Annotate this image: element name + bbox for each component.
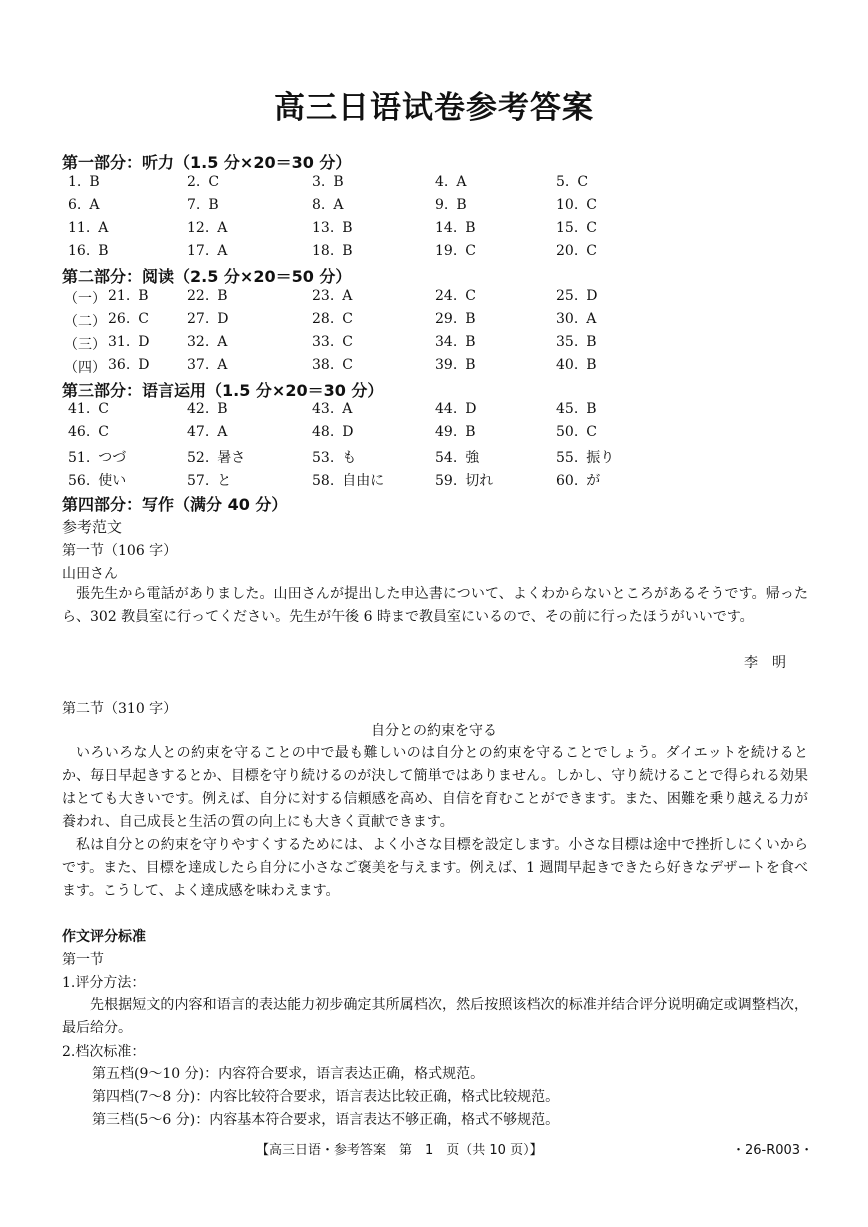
answer-value: B <box>217 401 228 417</box>
question-number: 36. <box>108 357 131 373</box>
question-number: 2. <box>187 174 201 190</box>
answer-item <box>108 288 149 304</box>
answer-value: も <box>342 450 357 466</box>
answer-value: C <box>586 243 597 259</box>
answer-value: C <box>342 357 353 373</box>
criteria-heading: 作文评分标准 <box>62 929 146 945</box>
answer-item <box>187 334 227 350</box>
answer-item <box>187 424 227 440</box>
question-number: 10. <box>556 197 579 213</box>
question-number: 28. <box>312 311 335 327</box>
essay-paragraph-2: 私は自分との約束を守りやすくするためには、よく小さな目標を設定します。小さな目標は途中で挫折しにくいからです。また、目標を達成したら自分に小さなご褒美を与えます。例えば、1 週間早起きできたら好きなデザートを食べます。こうして、よく達成感を味わえます。 <box>62 837 808 899</box>
answer-item <box>187 311 229 327</box>
answer-item <box>312 401 352 417</box>
question-number: 56. <box>68 473 91 489</box>
answer-row <box>0 401 868 423</box>
question-number: 29. <box>435 311 458 327</box>
answer-row <box>0 220 868 242</box>
question-number: 16. <box>68 243 91 259</box>
answer-item <box>435 220 476 236</box>
answer-item <box>312 424 354 440</box>
question-number: 14. <box>435 220 458 236</box>
answer-value: 振り <box>586 450 615 466</box>
letter-signature: 李 明 <box>744 655 786 671</box>
question-number: 46. <box>68 424 91 440</box>
answer-value: C <box>586 197 597 213</box>
answer-value: D <box>138 357 150 373</box>
answer-value: 自由に <box>342 473 385 489</box>
answer-value: B <box>138 288 149 304</box>
answer-value: B <box>217 288 228 304</box>
answer-row <box>0 424 868 446</box>
passage-label: （四） <box>64 360 106 376</box>
question-number: 42. <box>187 401 210 417</box>
question-number: 31. <box>108 334 131 350</box>
answer-item <box>435 174 466 190</box>
answer-value: B <box>208 197 219 213</box>
answer-item <box>68 401 109 417</box>
answer-value: C <box>586 220 597 236</box>
question-number: 37. <box>187 357 210 373</box>
question-number: 33. <box>312 334 335 350</box>
answer-value: C <box>138 311 149 327</box>
answer-item <box>187 197 219 213</box>
grade-item: 第三档(5～6 分)：内容基本符合要求，语言表达不够正确，格式不够规范。 <box>92 1112 560 1128</box>
answer-value: A <box>586 311 597 327</box>
question-number: 40. <box>556 357 579 373</box>
question-number: 44. <box>435 401 458 417</box>
answer-value: C <box>465 288 476 304</box>
criteria-section: 第一节 <box>62 952 104 968</box>
answer-value: D <box>138 334 150 350</box>
question-number: 50. <box>556 424 579 440</box>
answer-value: A <box>217 243 228 259</box>
question-number: 22. <box>187 288 210 304</box>
answer-item <box>68 220 108 236</box>
answer-item <box>556 174 588 190</box>
question-number: 53. <box>312 450 335 466</box>
answer-item <box>187 174 219 190</box>
answer-row <box>0 197 868 219</box>
question-number: 41. <box>68 401 91 417</box>
answer-item <box>435 288 476 304</box>
grades-label: 2.档次标准： <box>62 1044 146 1060</box>
question-number: 5. <box>556 174 570 190</box>
question-number: 9. <box>435 197 449 213</box>
answer-item <box>312 243 353 259</box>
passage-label: （一） <box>64 291 106 307</box>
answer-item <box>187 357 227 373</box>
question-number: 48. <box>312 424 335 440</box>
answer-item <box>68 447 126 467</box>
answer-value: B <box>465 220 476 236</box>
answer-value: B <box>342 220 353 236</box>
answer-item <box>556 220 597 236</box>
question-number: 21. <box>108 288 131 304</box>
answer-value: B <box>89 174 100 190</box>
question-number: 43. <box>312 401 335 417</box>
answer-value: B <box>456 197 467 213</box>
question-number: 57. <box>187 473 210 489</box>
page-footer: 【高三日语・参考答案 第 1 页（共 10 页）】 <box>256 1143 543 1158</box>
question-number: 20. <box>556 243 579 259</box>
answer-item <box>68 174 100 190</box>
answer-value: C <box>98 401 109 417</box>
answer-value: 使い <box>98 473 127 489</box>
question-number: 13. <box>312 220 335 236</box>
question-number: 1. <box>68 174 82 190</box>
answer-value: B <box>465 334 476 350</box>
question-number: 30. <box>556 311 579 327</box>
question-number: 8. <box>312 197 326 213</box>
answer-value: と <box>217 473 232 489</box>
answer-value: C <box>465 243 476 259</box>
answer-item <box>108 311 149 327</box>
answer-item <box>187 447 245 467</box>
answer-item <box>187 220 227 236</box>
question-number: 27. <box>187 311 210 327</box>
question-number: 15. <box>556 220 579 236</box>
question-number: 26. <box>108 311 131 327</box>
question-number: 39. <box>435 357 458 373</box>
question-number: 3. <box>312 174 326 190</box>
grade-item: 第五档(9～10 分)：内容符合要求，语言表达正确，格式规范。 <box>92 1066 485 1082</box>
answer-item <box>312 334 353 350</box>
question-number: 54. <box>435 450 458 466</box>
part1-heading: 第一部分：听力（1.5 分×20＝30 分） <box>62 153 352 172</box>
section1-label: 第一节（106 字） <box>62 543 178 559</box>
question-number: 45. <box>556 401 579 417</box>
question-number: 6. <box>68 197 82 213</box>
method-label: 1.评分方法： <box>62 975 146 991</box>
answer-item <box>556 447 614 467</box>
answer-item <box>556 357 597 373</box>
answer-item <box>435 470 493 490</box>
question-number: 58. <box>312 473 335 489</box>
answer-value: A <box>342 288 353 304</box>
part2-heading: 第二部分：阅读（2.5 分×20＝50 分） <box>62 267 352 286</box>
answer-item <box>68 470 126 490</box>
answer-value: A <box>217 357 228 373</box>
letter-body: 張先生から電話がありました。山田さんが提出した申込書について、よくわからないところがあるそうです。帰ったら、302 教員室に行ってください。先生が午後 6 時まで教員室にいるので、その前に行ったほうがいいです。 <box>62 586 808 625</box>
answer-item <box>187 470 231 490</box>
answer-item <box>312 197 343 213</box>
answer-item <box>187 401 228 417</box>
answer-value: C <box>342 311 353 327</box>
question-number: 23. <box>312 288 335 304</box>
answer-value: D <box>586 288 598 304</box>
passage-label: （二） <box>64 314 106 330</box>
question-number: 55. <box>556 450 579 466</box>
answer-item <box>68 197 99 213</box>
answer-value: A <box>333 197 344 213</box>
question-number: 11. <box>68 220 91 236</box>
answer-item <box>435 311 476 327</box>
answer-item <box>556 424 597 440</box>
question-number: 12. <box>187 220 210 236</box>
part3-heading: 第三部分：语言运用（1.5 分×20＝30 分） <box>62 381 384 400</box>
question-number: 19. <box>435 243 458 259</box>
answer-item <box>312 447 356 467</box>
method-text: 先根据短文的内容和语言的表达能力初步确定其所属档次，然后按照该档次的标准并结合评分说明确定或调整档次，最后给分。 <box>62 997 808 1036</box>
passage-label: （三） <box>64 337 106 353</box>
answer-item <box>556 470 600 490</box>
answer-value: B <box>98 243 109 259</box>
answer-item <box>312 174 344 190</box>
grade-item: 第四档(7～8 分)：内容比较符合要求，语言表达比较正确，格式比较规范。 <box>92 1089 560 1105</box>
question-number: 52. <box>187 450 210 466</box>
answer-row <box>0 334 868 356</box>
answer-value: A <box>456 174 467 190</box>
answer-item <box>312 470 384 490</box>
essay-paragraph-1: いろいろな人との約束を守ることの中で最も難しいのは自分との約束を守ることでしょう。ダイエットを続けるとか、毎日早起きするとか、目標を守り続けるのが決して簡単ではありません。しかし、守り続けることで得られる効果はとても大きいです。例えば、自分に対する信頼感を高め、自信を育むことができます。また、困難を乗り越える力が養われ、自己成長と生活の質の向上にも大きく貢献できます。 <box>62 745 808 830</box>
answer-value: B <box>465 357 476 373</box>
answer-value: つづ <box>98 450 127 466</box>
answer-value: B <box>342 243 353 259</box>
question-number: 35. <box>556 334 579 350</box>
part4-heading: 第四部分：写作（满分 40 分） <box>62 495 288 514</box>
question-number: 59. <box>435 473 458 489</box>
answer-row <box>0 357 868 379</box>
answer-item <box>556 334 597 350</box>
answer-row <box>0 311 868 333</box>
answer-value: A <box>217 424 228 440</box>
answer-item <box>312 220 353 236</box>
answer-row <box>0 470 868 492</box>
answer-row <box>0 174 868 196</box>
answer-value: C <box>342 334 353 350</box>
question-number: 38. <box>312 357 335 373</box>
section2-label: 第二节（310 字） <box>62 701 178 717</box>
answer-item <box>68 243 109 259</box>
answer-row <box>0 288 868 310</box>
answer-item <box>108 357 150 373</box>
answer-value: A <box>217 220 228 236</box>
answer-value: A <box>342 401 353 417</box>
answer-value: が <box>586 473 601 489</box>
answer-value: B <box>465 311 476 327</box>
question-number: 7. <box>187 197 201 213</box>
question-number: 32. <box>187 334 210 350</box>
question-number: 49. <box>435 424 458 440</box>
answer-row <box>0 447 868 469</box>
sample-label: 参考范文 <box>62 518 123 536</box>
answer-item <box>187 288 228 304</box>
letter-addressee: 山田さん <box>62 566 118 582</box>
question-number: 25. <box>556 288 579 304</box>
answer-item <box>435 424 476 440</box>
question-number: 18. <box>312 243 335 259</box>
answer-item <box>108 334 150 350</box>
answer-item <box>435 334 476 350</box>
answer-value: D <box>217 311 229 327</box>
question-number: 47. <box>187 424 210 440</box>
question-number: 4. <box>435 174 449 190</box>
answer-value: 切れ <box>465 473 494 489</box>
answer-value: A <box>98 220 109 236</box>
answer-item <box>435 401 477 417</box>
question-number: 60. <box>556 473 579 489</box>
answer-value: B <box>586 401 597 417</box>
answer-item <box>435 243 476 259</box>
answer-value: B <box>586 334 597 350</box>
answer-value: C <box>577 174 589 190</box>
question-number: 51. <box>68 450 91 466</box>
answer-item <box>556 311 596 327</box>
answer-item <box>435 447 479 467</box>
question-number: 34. <box>435 334 458 350</box>
answer-item <box>556 401 597 417</box>
answer-item <box>312 311 353 327</box>
answer-value: A <box>217 334 228 350</box>
answer-row <box>0 243 868 265</box>
question-number: 24. <box>435 288 458 304</box>
page-title: 高三日语试卷参考答案 <box>274 90 594 126</box>
answer-item <box>435 197 467 213</box>
answer-value: 暑さ <box>217 450 246 466</box>
answer-item <box>312 288 352 304</box>
answer-item <box>312 357 353 373</box>
answer-value: A <box>89 197 100 213</box>
answer-value: 強 <box>465 450 480 466</box>
answer-item <box>556 288 598 304</box>
question-number: 17. <box>187 243 210 259</box>
answer-value: B <box>465 424 476 440</box>
answer-value: D <box>465 401 477 417</box>
answer-value: C <box>98 424 109 440</box>
answer-item <box>556 197 597 213</box>
answer-item <box>435 357 476 373</box>
answer-value: B <box>586 357 597 373</box>
answer-item <box>68 424 109 440</box>
answer-item <box>556 243 597 259</box>
essay-title: 自分との約束を守る <box>371 723 497 739</box>
answer-value: D <box>342 424 354 440</box>
answer-item <box>187 243 227 259</box>
answer-value: C <box>586 424 597 440</box>
document-code: ・26-R003・ <box>732 1143 814 1158</box>
answer-value: C <box>208 174 220 190</box>
answer-value: B <box>333 174 344 190</box>
